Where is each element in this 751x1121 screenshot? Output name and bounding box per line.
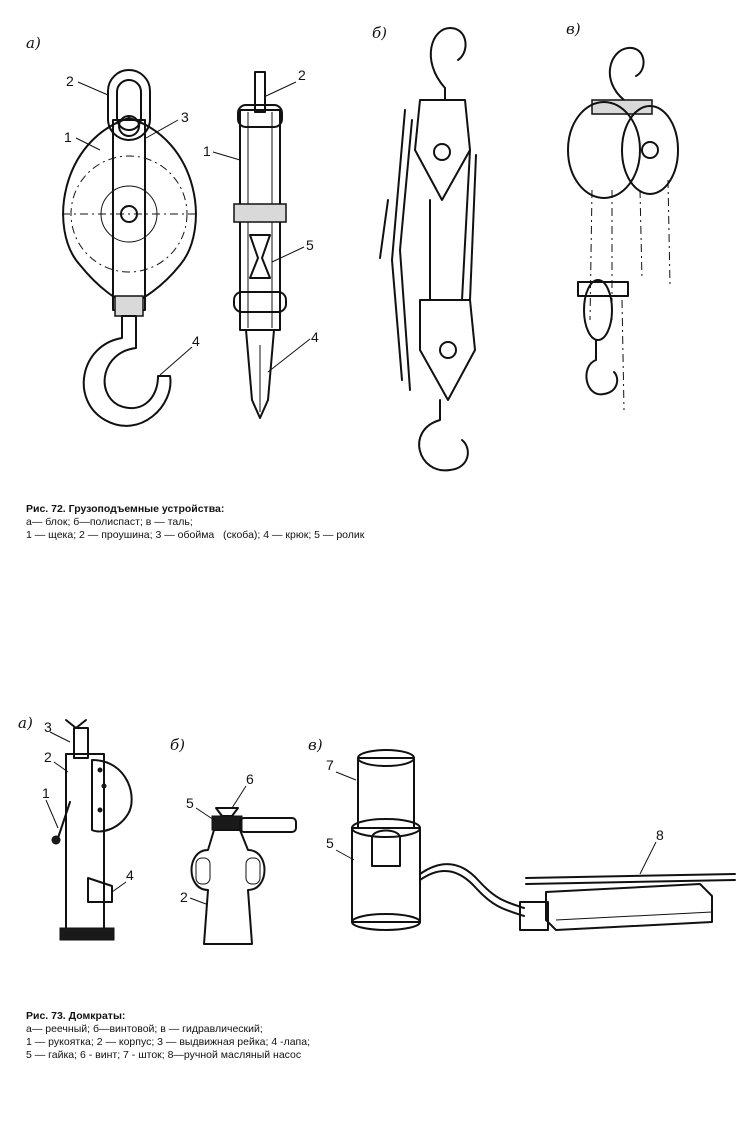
callout-1: 1 — [42, 785, 50, 801]
figure-73-jacks — [0, 690, 751, 990]
strap-bottom — [115, 296, 143, 316]
panel-label-a: а) — [26, 34, 41, 52]
screw-jack-body — [192, 830, 265, 944]
rope-1 — [392, 110, 405, 380]
figure-73-drawing — [0, 690, 751, 990]
callout-2: 2 — [66, 73, 74, 89]
hoist-bottom-hook — [586, 340, 617, 394]
figure-73-caption — [26, 1010, 310, 1062]
callout-2: 2 — [298, 67, 306, 83]
jack-body — [66, 754, 104, 930]
side-center-axle — [234, 204, 286, 222]
panel-label-b: б) — [170, 736, 186, 754]
rack-jack — [18, 714, 134, 940]
figure-72-caption — [26, 503, 364, 542]
crank-handle — [58, 802, 70, 838]
callout-1: 1 — [203, 143, 211, 159]
side-bottom-axle — [234, 292, 286, 312]
top-block — [415, 100, 470, 200]
pump-lever — [526, 874, 735, 878]
callout-5: 5 — [186, 795, 194, 811]
callout-4: 4 — [311, 329, 319, 345]
hoist-housing — [568, 102, 640, 198]
callout-8: 8 — [656, 827, 664, 843]
callout-5: 5 — [326, 835, 334, 851]
callout-7: 7 — [326, 757, 334, 773]
jack-base — [60, 928, 114, 940]
ratchet-lever — [240, 818, 296, 832]
callout-3: 3 — [44, 719, 52, 735]
rope-free-end — [380, 200, 388, 258]
callout-2: 2 — [180, 889, 188, 905]
pulley-block-side-view — [203, 67, 319, 418]
callout-5: 5 — [306, 237, 314, 253]
side-top-axle — [238, 105, 282, 127]
top-hook — [431, 28, 466, 88]
caption-line: а— блок; б—полиспаст; в — таль; — [26, 516, 193, 528]
caption-line: 1 — рукоятка; 2 — корпус; 3 — выдвижная рейка; 4 -лапа; — [26, 1036, 310, 1048]
callout-6: 6 — [246, 771, 254, 787]
caption-line: 1 — щека; 2 — проушина; 3 — обойма (скоба); 4 — крюк; 5 — ролик — [26, 529, 365, 541]
rack-claw — [66, 720, 86, 728]
hand-wheel — [622, 106, 678, 194]
piston-rod — [358, 758, 414, 828]
nut — [212, 816, 242, 830]
hydraulic-hose — [420, 864, 524, 908]
hook — [84, 316, 171, 426]
caption-title: Рис. 73. Домкраты: — [26, 1010, 126, 1022]
panel-label-c: в) — [566, 20, 581, 38]
callout-3: 3 — [181, 109, 189, 125]
callout-4: 4 — [192, 333, 200, 349]
panel-label-a: а) — [18, 714, 33, 732]
screw-head — [216, 808, 238, 816]
side-roller — [250, 235, 270, 278]
rope-2 — [462, 150, 470, 300]
panel-label-c: в) — [308, 736, 323, 754]
oil-pump-tank — [546, 884, 712, 930]
callout-1: 1 — [64, 129, 72, 145]
callout-4: 4 — [126, 867, 134, 883]
figure-72-drawing — [0, 0, 751, 480]
caption-title: Рис. 72. Грузоподъемные устройства: — [26, 503, 225, 515]
hydraulic-jack — [308, 736, 735, 930]
caption-line: 5 — гайка; 6 - винт; 7 - шток; 8—ручной масляный насос — [26, 1049, 302, 1061]
cheek-plate — [63, 118, 196, 306]
panel-label-b: б) — [372, 24, 388, 42]
callout-2: 2 — [44, 749, 52, 765]
screw-jack — [170, 736, 296, 944]
strap — [113, 120, 145, 310]
hoist-top-hook — [610, 48, 644, 100]
chain-hoist — [566, 20, 678, 410]
block-and-tackle — [372, 24, 476, 470]
cylinder-body — [352, 828, 420, 922]
pulley-block-front-view — [26, 34, 200, 426]
hand-chain — [640, 190, 642, 280]
foot-paw — [88, 878, 112, 902]
bottom-hook — [419, 400, 468, 470]
bottom-block — [420, 300, 475, 400]
figure-72-lifting-devices — [0, 0, 751, 480]
lower-block — [584, 280, 612, 340]
caption-line: а— реечный; б—винтовой; в — гидравлический; — [26, 1023, 263, 1035]
load-chain — [590, 190, 592, 320]
